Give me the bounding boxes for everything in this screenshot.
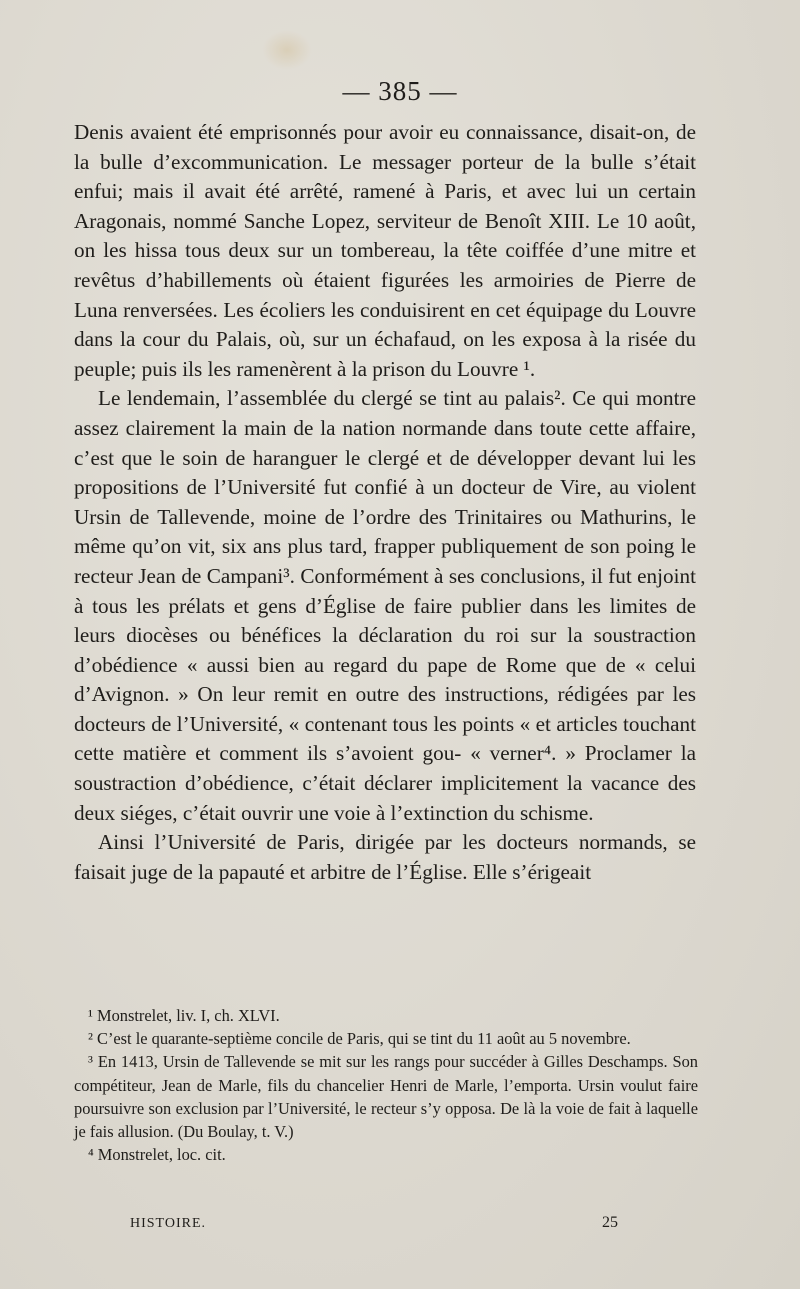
- page-number: — 385 —: [342, 76, 458, 106]
- footnote-1: ¹ Monstrelet, liv. I, ch. XLVI.: [88, 1006, 280, 1025]
- paragraph-3: Ainsi l’Université de Paris, dirigée par les docteurs normands, se faisait juge de la papauté et arbitre de l’Église. Elle s’érigeait: [74, 830, 696, 884]
- footnote-2: ² C’est le quarante-septième concile de Paris, qui se tint du 11 août au 5 novembre.: [88, 1029, 631, 1049]
- paper-stain: [262, 30, 312, 70]
- signature-label: HISTOIRE.: [130, 1216, 207, 1231]
- signature-number: 25: [602, 1214, 618, 1231]
- main-text: [74, 118, 696, 887]
- paragraph-1: Denis avaient été emprisonnés pour avoir eu connaissance, disait-on, de la bulle d’excommunication. Le messager porteur de la bulle s’était enfui; mais il avait été arrêté, ramené à Paris, et avec lui un certain Aragonais, nommé Sanche Lopez, serviteur de Benoît XIII. Le 10 août, on les hissa tous deux sur un tombereau, la tête coiffée d’une mitre et revêtus d’habillements où étaient figurées les armoiries de Pierre de Luna renversées. Les écoliers les conduisirent en cet équipage du Louvre dans la cour du Palais, où, sur un échafaud, on les exposa à la risée du peuple; puis ils les ramenèrent à la prison du Louvre ¹.: [74, 120, 696, 381]
- footnote-4: ⁴ Monstrelet, loc. cit.: [88, 1145, 226, 1165]
- footnote-3: ³ En 1413, Ursin de Tallevende se mit sur les rangs pour succéder à Gilles Deschamps. Son compétiteur, Jean de Marle, fils du chancelier Henri de Marle, l’emporta. Ursin voulut faire poursuivre son exclusion par l’Université, le recteur s’y opposa. De là la voie de fait à laquelle je fais allusion. (Du Boulay, t. V.): [74, 1052, 698, 1142]
- paragraph-2: Le lendemain, l’assemblée du clergé se tint au palais². Ce qui montre assez clairement la main de la nation normande dans toute cette affaire, c’est que le soin de haranguer le clergé et de développer devant lui les propositions de l’Université fut confié à un docteur de Vire, au violent Ursin de Tallevende, moine de l’ordre des Trinitaires ou Mathurins, le même qu’on vit, six ans plus tard, frapper publiquement de son poing le recteur Jean de Campani³. Conformément à ses conclusions, il fut enjoint à tous les prélats et gens d’Église de faire publier dans les limites de leurs diocèses ou bénéfices la déclaration du roi sur la soustraction d’obédience « aussi bien au regard du pape de Rome que de « celui d’Avignon. » On leur remit en outre des instructions, rédigées par les docteurs de l’Université, « contenant tous les points « et articles touchant cette matière et comment ils s’avoient gou- « verner⁴. » Proclamer la soustraction d’obédience, c’était déclarer implicitement la vacance des deux siéges, c’était ouvrir une voie à l’extinction du schisme.: [74, 386, 696, 825]
- footnotes: [74, 1004, 698, 1166]
